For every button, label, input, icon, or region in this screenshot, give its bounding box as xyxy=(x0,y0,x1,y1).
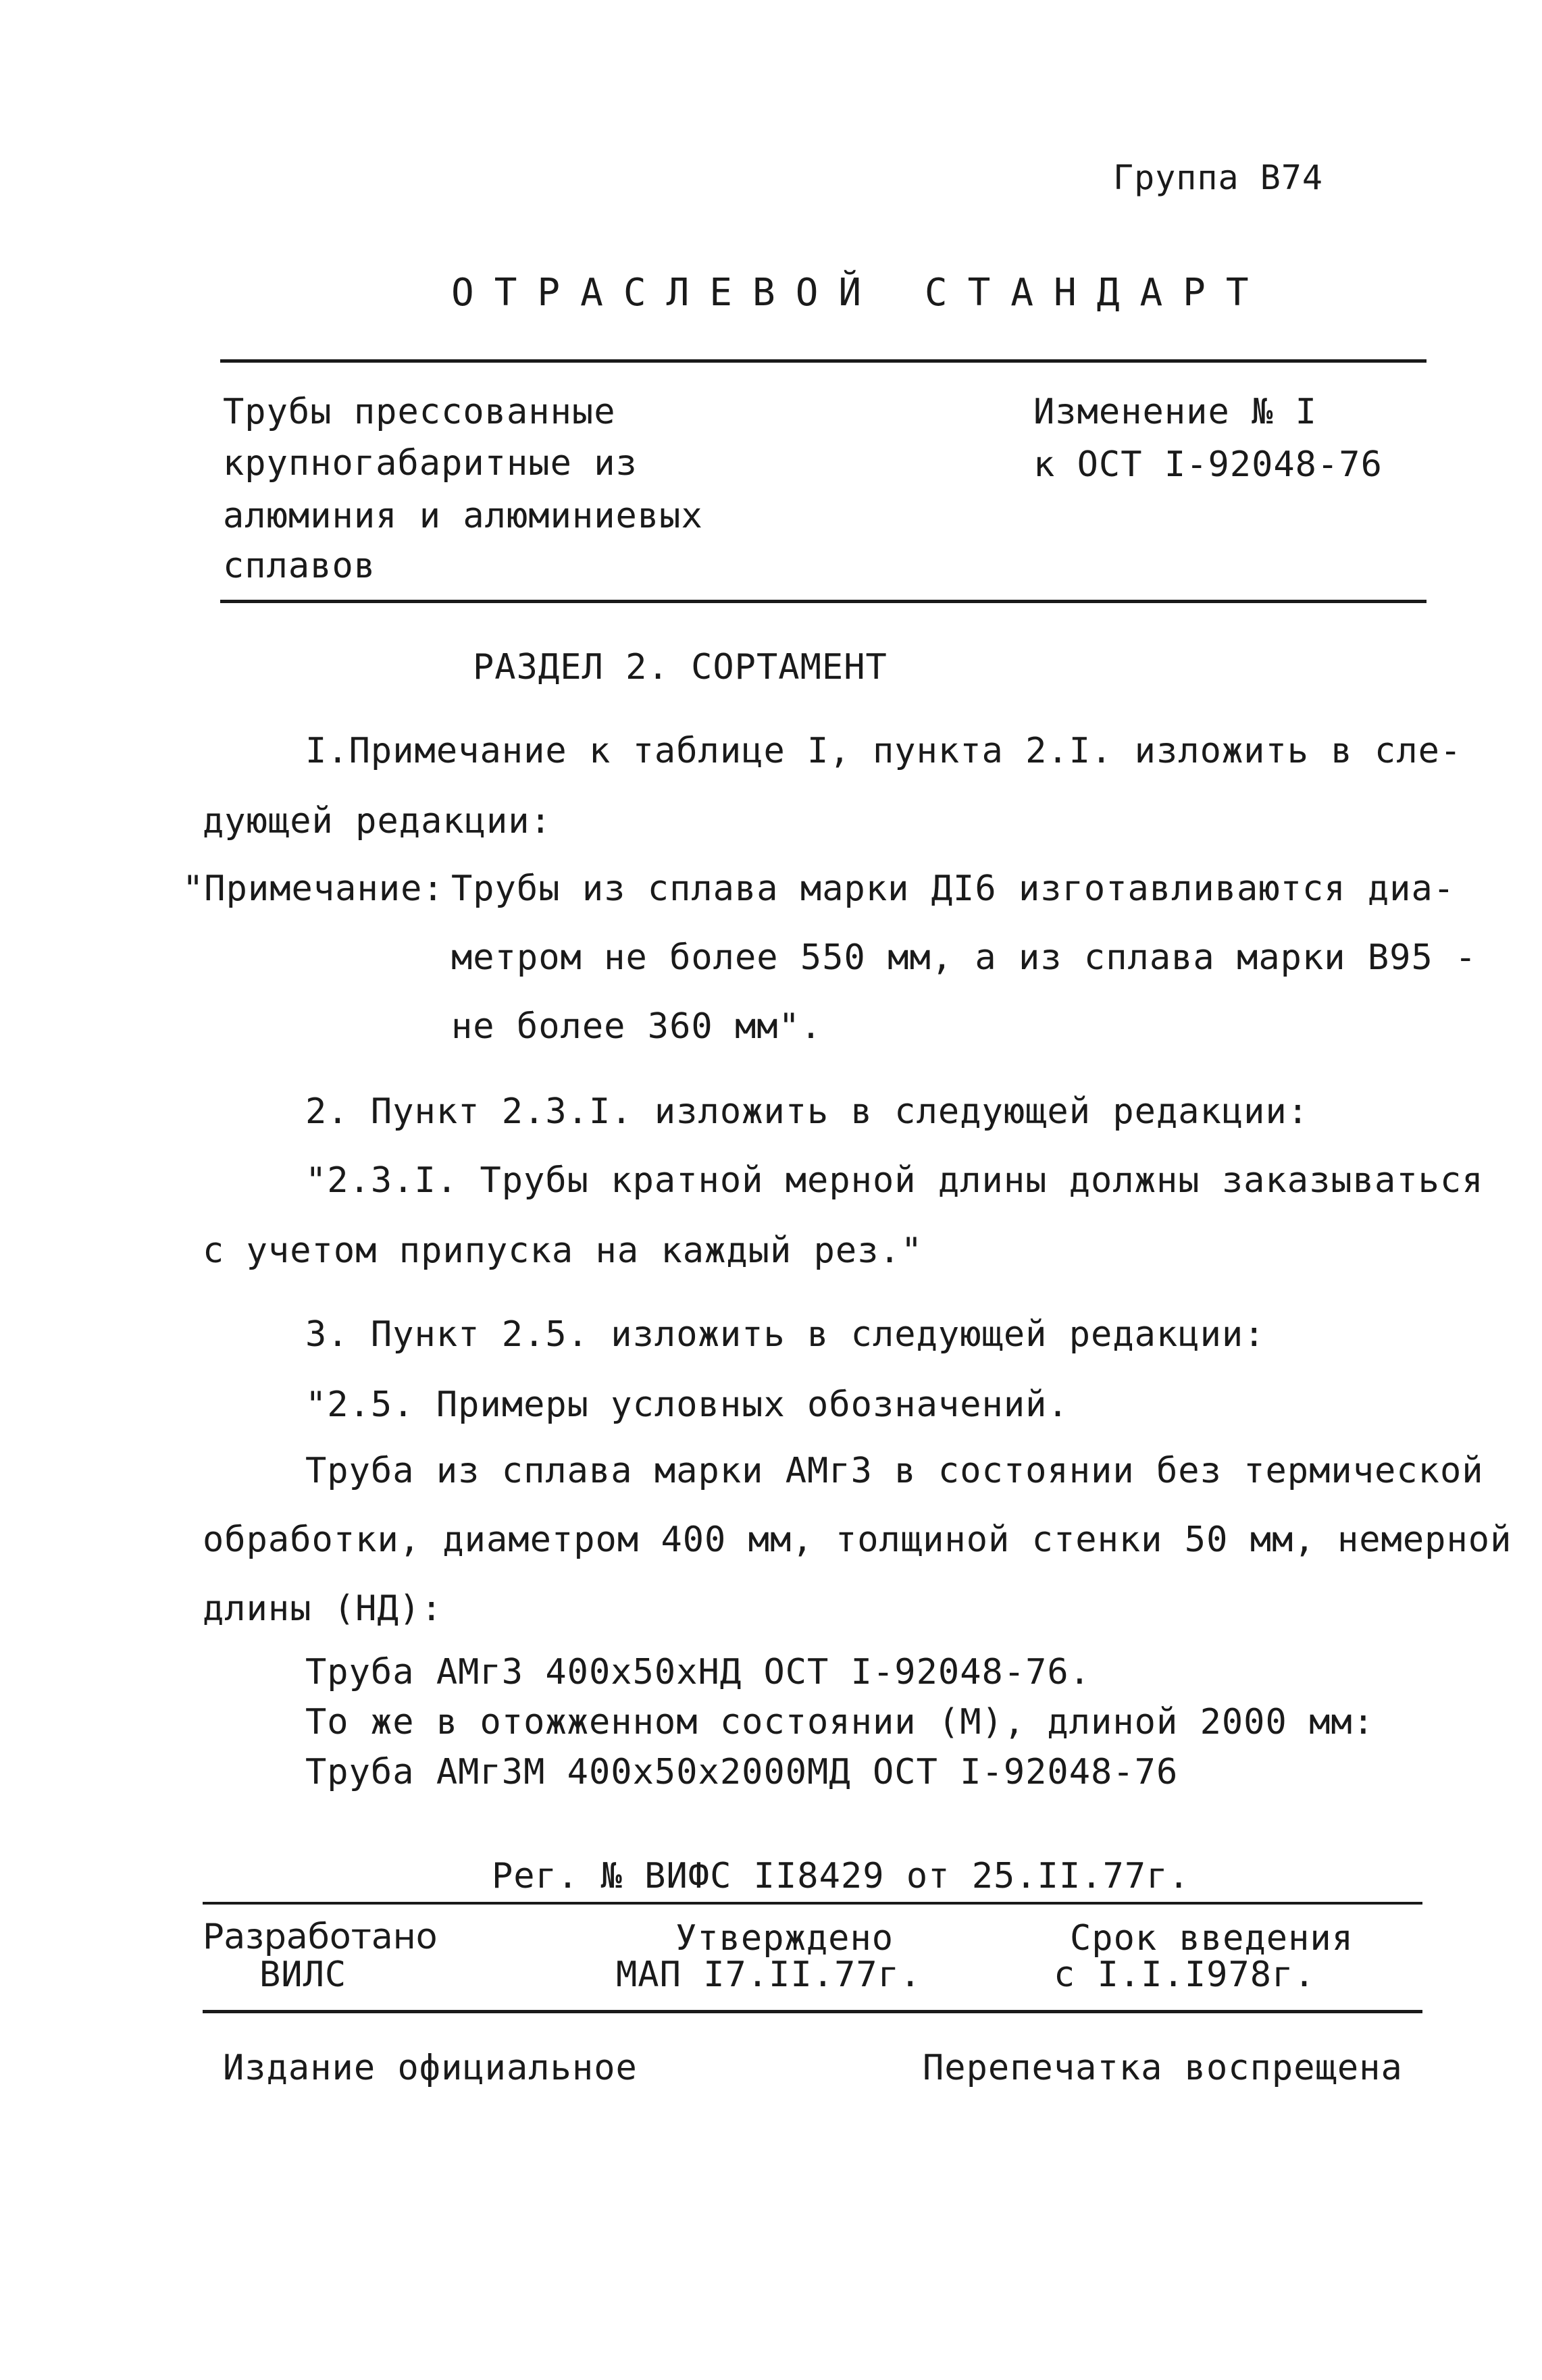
p1-line-1: I.Примечание к таблице I, пункта 2.I. изложить в сле- xyxy=(305,731,1462,771)
note-line-2: метром не более 550 мм, а из сплава марки В95 - xyxy=(451,937,1477,978)
registration-rule xyxy=(203,1902,1422,1905)
p2-line-3: с учетом припуска на каждый рез." xyxy=(203,1231,923,1271)
p3-line-1: 3. Пункт 2.5. изложить в следующей редакции: xyxy=(305,1314,1266,1355)
approved-label: Утверждено xyxy=(675,1918,894,1959)
title-bottom-rule xyxy=(220,600,1427,603)
change-reference: к ОСТ I-92048-76 xyxy=(1033,444,1383,485)
group-code: Группа В74 xyxy=(1113,158,1324,197)
developed-value: ВИЛС xyxy=(259,1955,347,1995)
registration-number: Рег. № ВИФС II8429 от 25.II.77г. xyxy=(492,1856,1190,1896)
example-1: Труба АМг3 400х50хНД ОСТ I-92048-76. xyxy=(305,1652,1091,1692)
p1-line-2: дующей редакции: xyxy=(203,801,552,842)
change-number: Изменение № I xyxy=(1033,392,1317,432)
p3-line-2: "2.5. Примеры условных обозначений. xyxy=(305,1385,1069,1425)
example-2: То же в отожженном состоянии (М), длиной 2000 мм: xyxy=(305,1702,1375,1742)
p2-line-1: 2. Пункт 2.3.I. изложить в следующей редакции: xyxy=(305,1091,1310,1132)
edition-note: Издание официальное xyxy=(223,2048,638,2088)
subject-line-2: крупногабаритные из xyxy=(223,443,638,484)
section-heading: РАЗДЕЛ 2. СОРТАМЕНТ xyxy=(473,647,888,688)
standard-title: ОТРАСЛЕВОЙ СТАНДАРТ xyxy=(451,271,1269,315)
p4-line-3: длины (НД): xyxy=(203,1588,443,1629)
effective-label: Срок введения xyxy=(1070,1918,1354,1959)
example-3: Труба АМг3М 400х50х2000МД ОСТ I-92048-76 xyxy=(305,1752,1179,1792)
subject-line-4: сплавов xyxy=(223,546,376,586)
note-line-1: Трубы из сплава марки ДI6 изготавливаются диа- xyxy=(451,869,1456,909)
subject-line-3: алюминия и алюминиевых xyxy=(223,496,703,536)
top-rule xyxy=(220,359,1427,363)
note-label: "Примечание: xyxy=(182,869,444,909)
subject-line-1: Трубы прессованные xyxy=(223,392,616,432)
note-line-3: не более 360 мм". xyxy=(451,1006,823,1047)
reprint-note: Перепечатка воспрещена xyxy=(923,2048,1403,2088)
developed-label: Разработано xyxy=(203,1917,438,1957)
footer-bottom-rule xyxy=(203,2010,1422,2013)
effective-value: с I.I.I978г. xyxy=(1054,1955,1316,1995)
p4-line-1: Труба из сплава марки АМг3 в состоянии без термической xyxy=(305,1451,1484,1491)
approved-value: МАП I7.II.77г. xyxy=(616,1955,922,1995)
p4-line-2: обработки, диаметром 400 мм, толщиной стенки 50 мм, немерной xyxy=(203,1520,1512,1560)
p2-line-2: "2.3.I. Трубы кратной мерной длины должны заказываться xyxy=(305,1160,1484,1201)
